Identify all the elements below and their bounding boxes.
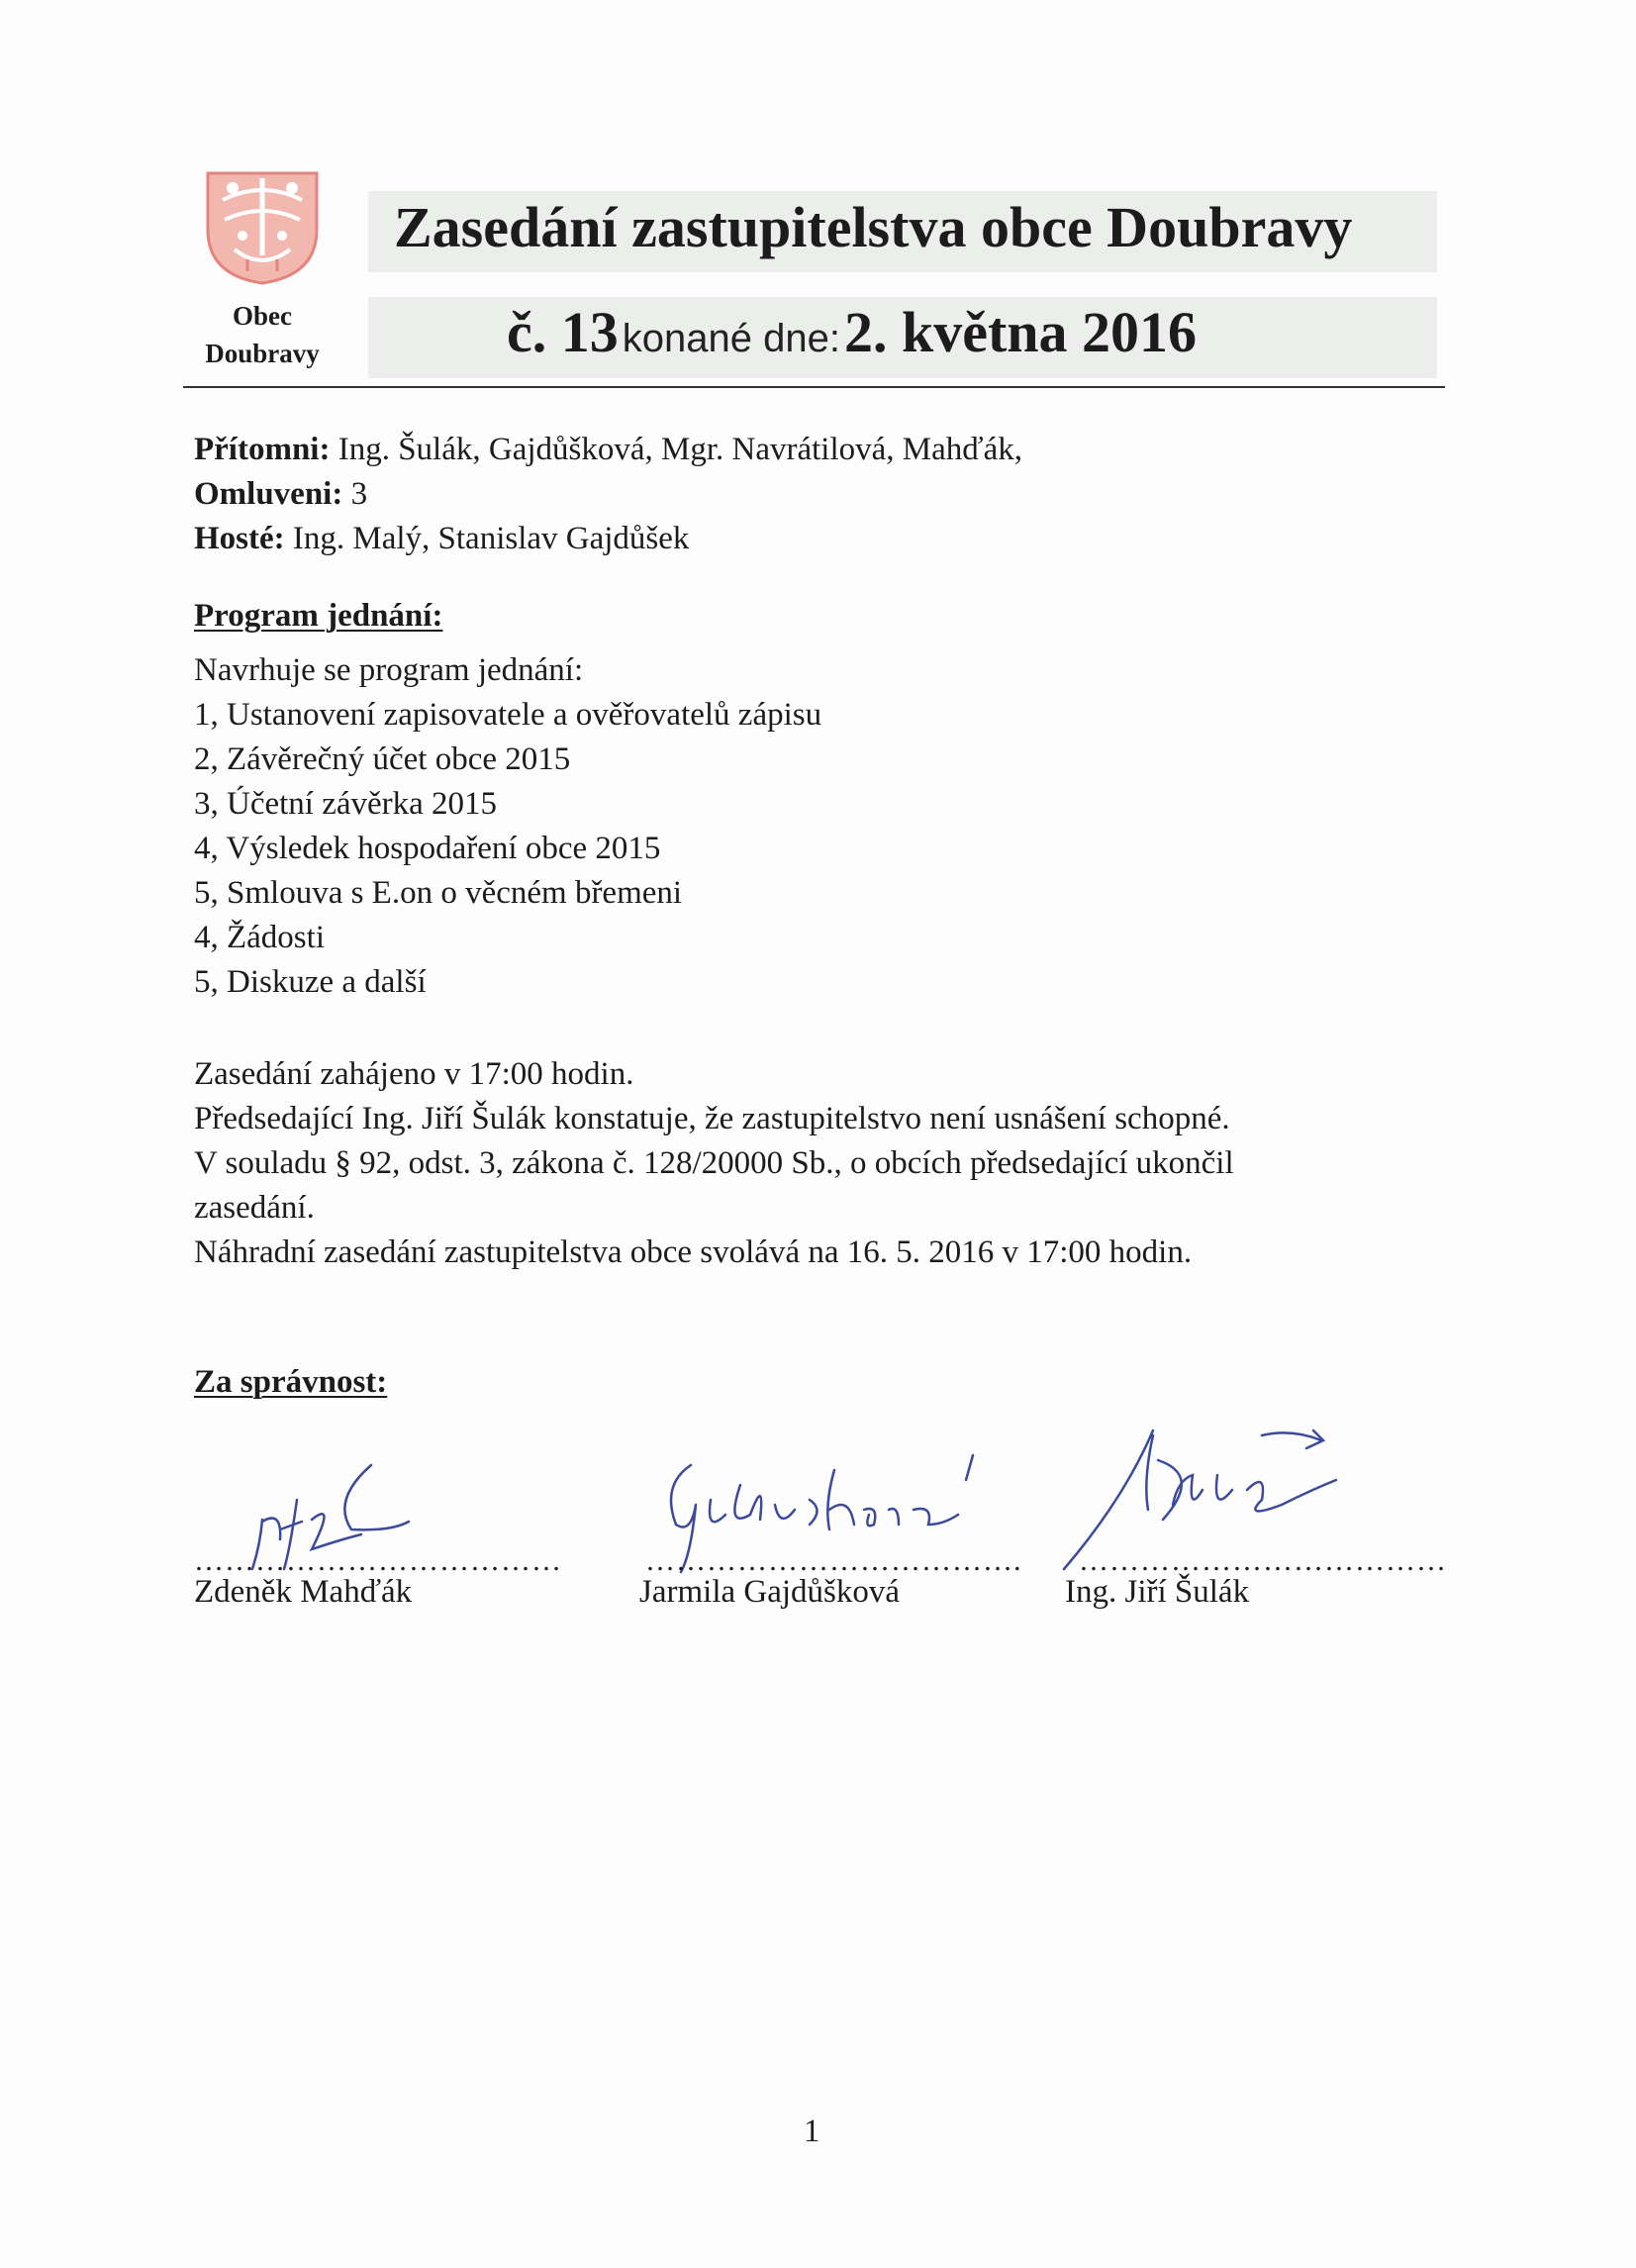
proceedings-line: zasedání. <box>194 1190 315 1226</box>
meeting-number: č. 13 <box>507 300 619 364</box>
present-value: Ing. Šulák, Gajdůšková, Mgr. Navrátilová, Mahďák, <box>337 432 1023 467</box>
program-intro: Navrhuje se program jednání: <box>194 652 584 688</box>
excused-line <box>194 472 367 517</box>
proceedings-line: Předsedající Ing. Jiří Šulák konstatuje, že zastupitelstvo není usnášení schopné. <box>194 1101 1230 1136</box>
excused-value: 3 <box>350 476 368 512</box>
signature-line-2: ………………………………. <box>645 1544 1022 1577</box>
program-item: 2, Závěrečný účet obce 2015 <box>194 741 571 777</box>
program-item: 4, Žádosti <box>194 920 325 955</box>
program-heading: Program jednání: <box>194 598 443 634</box>
proceedings-line: V souladu § 92, odst. 3, zákona č. 128/20000 Sb., o obcích předsedající ukončil <box>194 1145 1234 1181</box>
meeting-date: 2. května 2016 <box>843 300 1198 364</box>
program-list <box>194 693 821 1005</box>
signer-name-2: Jarmila Gajdůšková <box>639 1574 901 1610</box>
municipality-label <box>188 297 337 372</box>
present-line <box>194 428 1022 472</box>
program-item: 4, Výsledek hospodaření obce 2015 <box>194 831 661 866</box>
signer-name-3: Ing. Jiří Šulák <box>1065 1574 1250 1610</box>
municipal-coat-of-arms-icon <box>203 168 322 287</box>
proceedings <box>194 1052 1234 1275</box>
signature-line-1: ……………………………… <box>194 1544 562 1577</box>
present-label: Přítomni: <box>194 432 331 467</box>
guests-line <box>194 517 689 561</box>
municipality-line-1: Obec <box>233 301 292 331</box>
page-number: 1 <box>804 2114 820 2149</box>
header-divider <box>183 386 1445 388</box>
proceedings-line: Zasedání zahájeno v 17:00 hodin. <box>194 1056 634 1092</box>
excused-label: Omluveni: <box>194 476 343 512</box>
program-item: 1, Ustanovení zapisovatele a ověřovatelů zápisu <box>194 697 822 733</box>
proceedings-line: Náhradní zasedání zastupitelstva obce svolává na 16. 5. 2016 v 17:00 hodin. <box>194 1234 1193 1270</box>
program-item: 3, Účetní závěrka 2015 <box>194 786 498 822</box>
held-label: konané dne: <box>622 317 840 360</box>
signatures-heading: Za správnost: <box>194 1364 388 1400</box>
signature-line-3: ……………………………… <box>1079 1544 1447 1577</box>
program-item: 5, Diskuze a další <box>194 964 427 1000</box>
meeting-info <box>507 299 1197 365</box>
document-title: Zasedání zastupitelstva obce Doubravy <box>394 195 1353 259</box>
signer-name-1: Zdeněk Mahďák <box>194 1574 413 1610</box>
municipality-line-2: Doubravy <box>205 339 320 368</box>
program-item: 5, Smlouva s E.on o věcném břemeni <box>194 875 683 911</box>
guests-value: Ing. Malý, Stanislav Gajdůšek <box>292 521 690 556</box>
guests-label: Hosté: <box>194 521 285 556</box>
